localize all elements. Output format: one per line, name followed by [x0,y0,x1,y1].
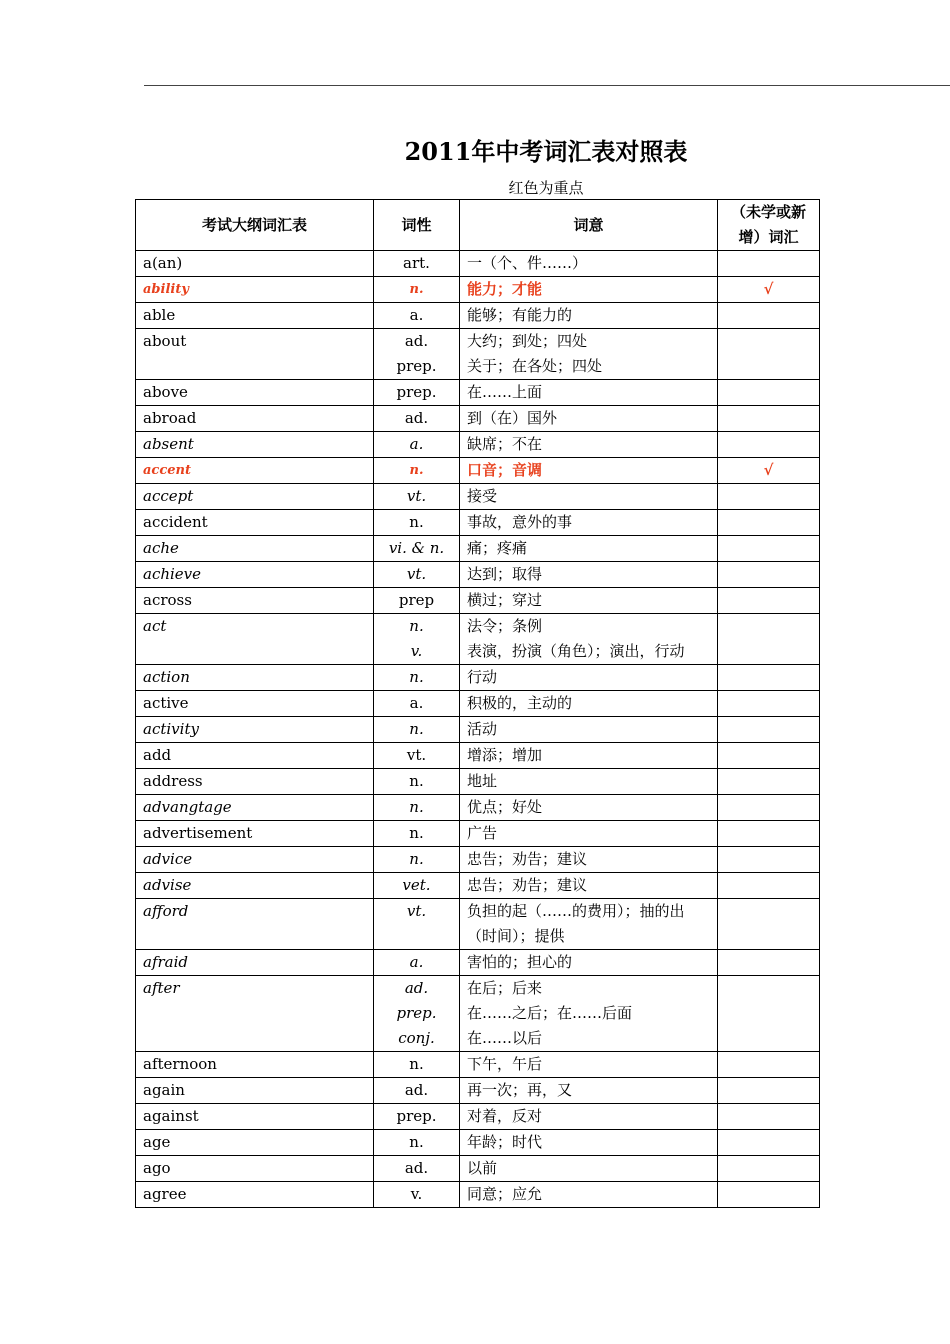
cell-part-of-speech [374,1182,460,1208]
cell-word: advise [136,873,374,899]
table-row [136,1078,820,1104]
cell-part-of-speech [374,976,460,1052]
cell-word: ability [136,277,374,303]
pos-line: n. [409,1055,424,1073]
meaning-line: 活动 [467,720,498,738]
cell-new-word-mark [718,536,820,562]
meaning-line: 优点；好处 [467,798,543,816]
cell-word: ache [136,536,374,562]
pos-line: n. [409,463,424,478]
cell-word: absent [136,432,374,458]
table-row [136,665,820,691]
cell-word: advertisement [136,821,374,847]
cell-new-word-mark [718,1104,820,1130]
cell-meaning [460,614,718,665]
meaning-line: 下午，午后 [467,1055,543,1073]
pos-line: vet. [402,876,431,894]
cell-new-word-mark [718,950,820,976]
meaning-line: 事故，意外的事 [467,513,573,531]
cell-word: active [136,691,374,717]
cell-meaning [460,303,718,329]
cell-part-of-speech [374,380,460,406]
cell-part-of-speech [374,614,460,665]
pos-line: a. [409,306,424,324]
cell-part-of-speech [374,329,460,380]
cell-part-of-speech [374,1156,460,1182]
cell-meaning [460,899,718,950]
pos-line: prep [398,591,435,609]
cell-meaning [460,251,718,277]
checkmark-icon: √ [763,280,774,298]
meaning-line: 能力；才能 [467,280,543,298]
table-row [136,821,820,847]
cell-new-word-mark [718,847,820,873]
cell-new-word-mark [718,277,820,303]
cell-word: afford [136,899,374,950]
checkmark-icon: √ [763,461,774,479]
pos-line: vt. [406,902,427,920]
meaning-line: 以前 [467,1159,498,1177]
cell-new-word-mark [718,1052,820,1078]
cell-part-of-speech [374,562,460,588]
header-rule [144,85,950,86]
table-row [136,1052,820,1078]
cell-part-of-speech [374,743,460,769]
table-header-row [136,200,820,251]
pos-line: vi. & n. [388,539,445,557]
table-row [136,458,820,484]
cell-meaning [460,432,718,458]
pos-line: prep. [396,1004,437,1022]
cell-meaning [460,458,718,484]
meaning-line: 增添；增加 [467,746,543,764]
meaning-line: 在……之后；在……后面 [467,1004,633,1022]
cell-word: advice [136,847,374,873]
pos-line: prep. [396,357,437,375]
cell-part-of-speech [374,691,460,717]
table-row [136,562,820,588]
cell-part-of-speech [374,821,460,847]
cell-new-word-mark [718,795,820,821]
pos-line: a. [409,953,424,971]
pos-line: vt. [406,746,427,764]
table-row [136,432,820,458]
column-header-pos: 词性 [374,200,460,251]
cell-word: able [136,303,374,329]
cell-meaning [460,1104,718,1130]
meaning-line: 法令；条例 [467,617,543,635]
table-row [136,1156,820,1182]
cell-new-word-mark [718,1130,820,1156]
meaning-line: 在……上面 [467,383,543,401]
cell-new-word-mark [718,1182,820,1208]
pos-line: vt. [406,565,427,583]
cell-new-word-mark [718,976,820,1052]
pos-line: ad. [404,1081,429,1099]
cell-part-of-speech [374,510,460,536]
meaning-line: 能够；有能力的 [467,306,573,324]
meaning-line: 忠告；劝告；建议 [467,850,588,868]
cell-meaning [460,743,718,769]
cell-word: accent [136,458,374,484]
cell-word: achieve [136,562,374,588]
table-row [136,277,820,303]
pos-line: art. [403,254,430,272]
pos-line: v. [410,1185,423,1203]
cell-meaning [460,847,718,873]
cell-word: across [136,588,374,614]
meaning-line: 地址 [467,772,498,790]
cell-word: after [136,976,374,1052]
table-row [136,303,820,329]
cell-part-of-speech [374,665,460,691]
cell-new-word-mark [718,743,820,769]
cell-part-of-speech [374,899,460,950]
cell-part-of-speech [374,588,460,614]
meaning-line: 行动 [467,668,498,686]
pos-line: n. [409,1133,424,1151]
cell-word: against [136,1104,374,1130]
meaning-line: 大约；到处；四处 [467,332,588,350]
cell-meaning [460,406,718,432]
meaning-line: 接受 [467,487,498,505]
table-row [136,950,820,976]
column-header-word: 考试大纲词汇表 [136,200,374,251]
cell-word: about [136,329,374,380]
pos-line: a. [409,435,424,453]
table-row [136,1104,820,1130]
table-row [136,847,820,873]
cell-word: agree [136,1182,374,1208]
cell-meaning [460,950,718,976]
cell-word: afternoon [136,1052,374,1078]
cell-new-word-mark [718,899,820,950]
cell-word: act [136,614,374,665]
meaning-line: 负担的起（……的费用）；抽的出 [467,902,685,920]
cell-word: above [136,380,374,406]
meaning-line: 横过；穿过 [467,591,543,609]
cell-meaning [460,484,718,510]
table-row [136,251,820,277]
cell-part-of-speech [374,458,460,484]
cell-new-word-mark [718,329,820,380]
cell-meaning [460,795,718,821]
meaning-line: （时间）；提供 [467,927,565,945]
cell-new-word-mark [718,665,820,691]
cell-new-word-mark [718,458,820,484]
pos-line: v. [410,642,423,660]
pos-line: n. [409,513,424,531]
meaning-line: 同意；应允 [467,1185,543,1203]
cell-part-of-speech [374,406,460,432]
meaning-line: 一（个、件……） [467,254,588,272]
cell-meaning [460,277,718,303]
cell-part-of-speech [374,303,460,329]
cell-word: age [136,1130,374,1156]
table-row [136,536,820,562]
table-row [136,329,820,380]
meaning-line: 对着，反对 [467,1107,543,1125]
table-row [136,1130,820,1156]
table-row [136,406,820,432]
pos-line: conj. [398,1029,435,1047]
cell-new-word-mark [718,1156,820,1182]
cell-meaning [460,588,718,614]
cell-part-of-speech [374,484,460,510]
meaning-line: 在后；后来 [467,979,543,997]
meaning-line: 害怕的；担心的 [467,953,573,971]
cell-word: a(an) [136,251,374,277]
cell-word: action [136,665,374,691]
cell-new-word-mark [718,821,820,847]
meaning-line: 在……以后 [467,1029,543,1047]
table-row [136,873,820,899]
table-row [136,717,820,743]
cell-part-of-speech [374,769,460,795]
cell-word: accident [136,510,374,536]
cell-meaning [460,562,718,588]
pos-line: ad. [404,332,429,350]
cell-meaning [460,536,718,562]
cell-meaning [460,380,718,406]
page-title: 2011年中考词汇表对照表 [404,137,688,166]
cell-meaning [460,1052,718,1078]
cell-word: abroad [136,406,374,432]
cell-word: add [136,743,374,769]
table-row [136,510,820,536]
cell-meaning [460,1130,718,1156]
cell-part-of-speech [374,251,460,277]
cell-part-of-speech [374,950,460,976]
cell-new-word-mark [718,614,820,665]
pos-line: n. [409,720,424,738]
cell-meaning [460,1078,718,1104]
pos-line: vt. [406,487,427,505]
cell-meaning [460,510,718,536]
cell-word: activity [136,717,374,743]
page-subtitle: 红色为重点 [508,179,584,197]
table-row [136,614,820,665]
meaning-line: 年龄；时代 [467,1133,543,1151]
cell-word: address [136,769,374,795]
cell-part-of-speech [374,536,460,562]
cell-new-word-mark [718,873,820,899]
table-row [136,743,820,769]
cell-meaning [460,1182,718,1208]
meaning-line: 再一次；再，又 [467,1081,573,1099]
cell-new-word-mark [718,380,820,406]
table-row [136,380,820,406]
table-row [136,769,820,795]
cell-meaning [460,873,718,899]
pos-line: ad. [404,409,429,427]
cell-part-of-speech [374,1078,460,1104]
cell-part-of-speech [374,277,460,303]
cell-meaning [460,976,718,1052]
cell-part-of-speech [374,795,460,821]
cell-word: accept [136,484,374,510]
cell-meaning [460,717,718,743]
meaning-line: 达到；取得 [467,565,543,583]
cell-word: again [136,1078,374,1104]
meaning-line: 痛；疼痛 [467,539,528,557]
pos-line: n. [409,668,424,686]
table-row [136,899,820,950]
meaning-line: 缺席；不在 [467,435,543,453]
cell-word: advangtage [136,795,374,821]
cell-meaning [460,821,718,847]
meaning-line: 到（在）国外 [467,409,558,427]
table-row [136,691,820,717]
cell-new-word-mark [718,484,820,510]
cell-new-word-mark [718,769,820,795]
pos-line: ad. [404,979,429,997]
table-row [136,795,820,821]
cell-part-of-speech [374,847,460,873]
meaning-line: 忠告；劝告；建议 [467,876,588,894]
table-row [136,484,820,510]
table-row [136,588,820,614]
vocab-table-body [136,251,820,1208]
pos-line: prep. [396,383,437,401]
pos-line: ad. [404,1159,429,1177]
column-header-meaning: 词意 [460,200,718,251]
pos-line: n. [409,617,424,635]
vocab-table [135,199,820,1208]
cell-new-word-mark [718,406,820,432]
cell-word: afraid [136,950,374,976]
cell-part-of-speech [374,432,460,458]
cell-part-of-speech [374,717,460,743]
table-row [136,976,820,1052]
cell-new-word-mark [718,691,820,717]
cell-part-of-speech [374,1052,460,1078]
pos-line: prep. [396,1107,437,1125]
cell-meaning [460,691,718,717]
cell-meaning [460,329,718,380]
pos-line: n. [409,798,424,816]
meaning-line: 关于；在各处；四处 [467,357,603,375]
cell-new-word-mark [718,251,820,277]
meaning-line: 广告 [467,824,498,842]
cell-new-word-mark [718,562,820,588]
cell-new-word-mark [718,432,820,458]
cell-meaning [460,665,718,691]
pos-line: n. [409,282,424,297]
pos-line: a. [409,694,424,712]
cell-word: ago [136,1156,374,1182]
meaning-line: 口音；音调 [467,461,543,479]
table-row [136,1182,820,1208]
cell-meaning [460,1156,718,1182]
pos-line: n. [409,850,424,868]
cell-meaning [460,769,718,795]
meaning-line: 表演，扮演（角色）；演出，行动 [467,642,685,660]
cell-part-of-speech [374,873,460,899]
meaning-line: 积极的，主动的 [467,694,573,712]
cell-part-of-speech [374,1130,460,1156]
cell-new-word-mark [718,510,820,536]
column-header-new-word: （未学或新增）词汇 [718,200,820,251]
cell-new-word-mark [718,1078,820,1104]
cell-new-word-mark [718,588,820,614]
cell-new-word-mark [718,717,820,743]
pos-line: n. [409,824,424,842]
pos-line: n. [409,772,424,790]
cell-new-word-mark [718,303,820,329]
cell-part-of-speech [374,1104,460,1130]
